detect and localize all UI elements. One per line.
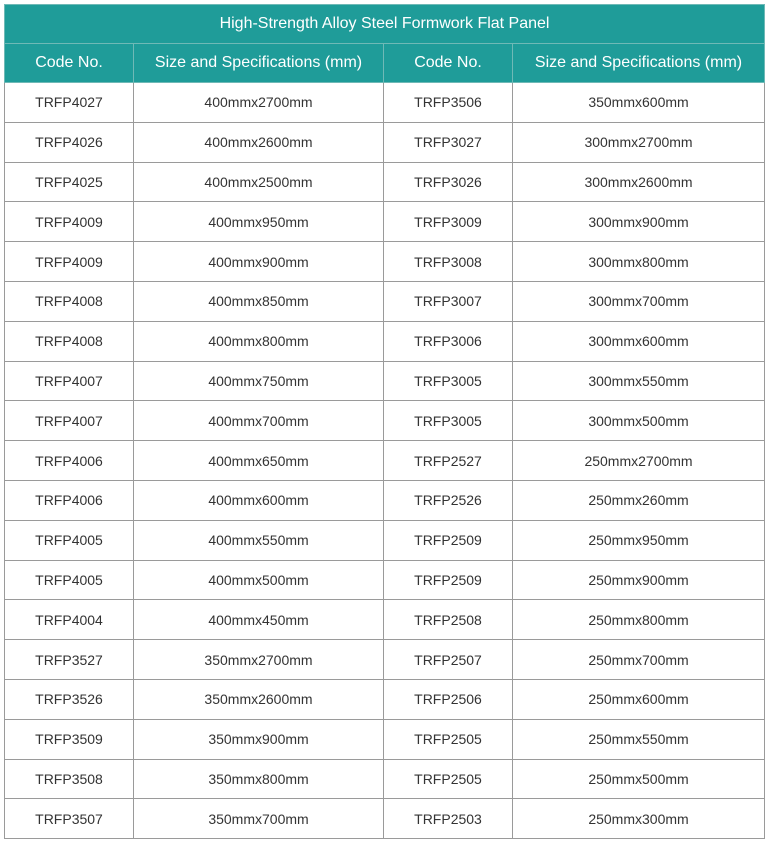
size-left-cell: 400mmx2700mm xyxy=(134,83,384,123)
table-row xyxy=(5,122,765,162)
size-right-cell: 300mmx900mm xyxy=(513,202,765,242)
formwork-spec-table xyxy=(4,4,765,839)
size-left-cell: 400mmx700mm xyxy=(134,401,384,441)
code-left-cell: TRFP4025 xyxy=(5,162,134,202)
table-row xyxy=(5,83,765,123)
table-head xyxy=(5,5,765,83)
code-right-cell: TRFP2526 xyxy=(384,480,513,520)
code-left-cell: TRFP4005 xyxy=(5,520,134,560)
table-row xyxy=(5,799,765,839)
size-right-cell: 250mmx800mm xyxy=(513,600,765,640)
code-left-cell: TRFP4007 xyxy=(5,361,134,401)
table-row xyxy=(5,281,765,321)
size-right-cell: 250mmx2700mm xyxy=(513,441,765,481)
code-right-cell: TRFP2508 xyxy=(384,600,513,640)
code-left-cell: TRFP3527 xyxy=(5,640,134,680)
code-right-cell: TRFP2509 xyxy=(384,520,513,560)
size-left-cell: 400mmx900mm xyxy=(134,242,384,282)
size-right-cell: 250mmx600mm xyxy=(513,679,765,719)
size-left-cell: 400mmx950mm xyxy=(134,202,384,242)
table-row xyxy=(5,480,765,520)
code-left-cell: TRFP3509 xyxy=(5,719,134,759)
code-left-cell: TRFP3507 xyxy=(5,799,134,839)
size-right-cell: 250mmx950mm xyxy=(513,520,765,560)
code-left-cell: TRFP4004 xyxy=(5,600,134,640)
code-right-cell: TRFP2509 xyxy=(384,560,513,600)
code-left-cell: TRFP4005 xyxy=(5,560,134,600)
table-row xyxy=(5,162,765,202)
column-header-size-right: Size and Specifications (mm) xyxy=(513,44,765,83)
code-left-cell: TRFP4009 xyxy=(5,242,134,282)
size-left-cell: 400mmx2500mm xyxy=(134,162,384,202)
code-right-cell: TRFP2506 xyxy=(384,679,513,719)
table-row xyxy=(5,679,765,719)
table-row xyxy=(5,560,765,600)
code-left-cell: TRFP4026 xyxy=(5,122,134,162)
size-right-cell: 250mmx500mm xyxy=(513,759,765,799)
code-left-cell: TRFP4009 xyxy=(5,202,134,242)
code-right-cell: TRFP3007 xyxy=(384,281,513,321)
table-body xyxy=(5,83,765,839)
size-left-cell: 350mmx2700mm xyxy=(134,640,384,680)
size-left-cell: 350mmx700mm xyxy=(134,799,384,839)
column-header-code-right: Code No. xyxy=(384,44,513,83)
code-left-cell: TRFP4007 xyxy=(5,401,134,441)
size-left-cell: 350mmx900mm xyxy=(134,719,384,759)
size-left-cell: 400mmx650mm xyxy=(134,441,384,481)
table-row xyxy=(5,520,765,560)
code-left-cell: TRFP3526 xyxy=(5,679,134,719)
code-right-cell: TRFP2505 xyxy=(384,719,513,759)
size-right-cell: 250mmx260mm xyxy=(513,480,765,520)
code-right-cell: TRFP3008 xyxy=(384,242,513,282)
column-header-size-left: Size and Specifications (mm) xyxy=(134,44,384,83)
code-right-cell: TRFP2527 xyxy=(384,441,513,481)
column-header-row xyxy=(5,44,765,83)
code-left-cell: TRFP4008 xyxy=(5,321,134,361)
size-left-cell: 350mmx2600mm xyxy=(134,679,384,719)
size-left-cell: 350mmx800mm xyxy=(134,759,384,799)
code-left-cell: TRFP4006 xyxy=(5,441,134,481)
table-title: High-Strength Alloy Steel Formwork Flat Panel xyxy=(5,5,765,44)
code-left-cell: TRFP4006 xyxy=(5,480,134,520)
code-left-cell: TRFP4008 xyxy=(5,281,134,321)
size-right-cell: 350mmx600mm xyxy=(513,83,765,123)
code-right-cell: TRFP3005 xyxy=(384,401,513,441)
table-title-row xyxy=(5,5,765,44)
code-right-cell: TRFP3506 xyxy=(384,83,513,123)
size-right-cell: 300mmx550mm xyxy=(513,361,765,401)
table-row xyxy=(5,361,765,401)
code-right-cell: TRFP3009 xyxy=(384,202,513,242)
table-row xyxy=(5,719,765,759)
size-right-cell: 300mmx600mm xyxy=(513,321,765,361)
table-row xyxy=(5,600,765,640)
table-row xyxy=(5,401,765,441)
size-left-cell: 400mmx600mm xyxy=(134,480,384,520)
table-row xyxy=(5,640,765,680)
code-right-cell: TRFP3006 xyxy=(384,321,513,361)
size-right-cell: 300mmx2700mm xyxy=(513,122,765,162)
size-right-cell: 300mmx800mm xyxy=(513,242,765,282)
code-right-cell: TRFP2503 xyxy=(384,799,513,839)
code-right-cell: TRFP3027 xyxy=(384,122,513,162)
code-left-cell: TRFP3508 xyxy=(5,759,134,799)
table-row xyxy=(5,759,765,799)
code-right-cell: TRFP2505 xyxy=(384,759,513,799)
size-left-cell: 400mmx750mm xyxy=(134,361,384,401)
size-left-cell: 400mmx2600mm xyxy=(134,122,384,162)
code-right-cell: TRFP3005 xyxy=(384,361,513,401)
spec-table-container xyxy=(4,4,764,839)
size-right-cell: 300mmx700mm xyxy=(513,281,765,321)
size-left-cell: 400mmx800mm xyxy=(134,321,384,361)
column-header-code-left: Code No. xyxy=(5,44,134,83)
size-right-cell: 250mmx700mm xyxy=(513,640,765,680)
size-right-cell: 250mmx900mm xyxy=(513,560,765,600)
size-right-cell: 250mmx550mm xyxy=(513,719,765,759)
size-left-cell: 400mmx500mm xyxy=(134,560,384,600)
size-left-cell: 400mmx450mm xyxy=(134,600,384,640)
size-right-cell: 300mmx500mm xyxy=(513,401,765,441)
table-row xyxy=(5,321,765,361)
size-left-cell: 400mmx550mm xyxy=(134,520,384,560)
size-right-cell: 300mmx2600mm xyxy=(513,162,765,202)
table-row xyxy=(5,441,765,481)
table-row xyxy=(5,202,765,242)
table-row xyxy=(5,242,765,282)
size-right-cell: 250mmx300mm xyxy=(513,799,765,839)
size-left-cell: 400mmx850mm xyxy=(134,281,384,321)
code-right-cell: TRFP2507 xyxy=(384,640,513,680)
code-right-cell: TRFP3026 xyxy=(384,162,513,202)
code-left-cell: TRFP4027 xyxy=(5,83,134,123)
